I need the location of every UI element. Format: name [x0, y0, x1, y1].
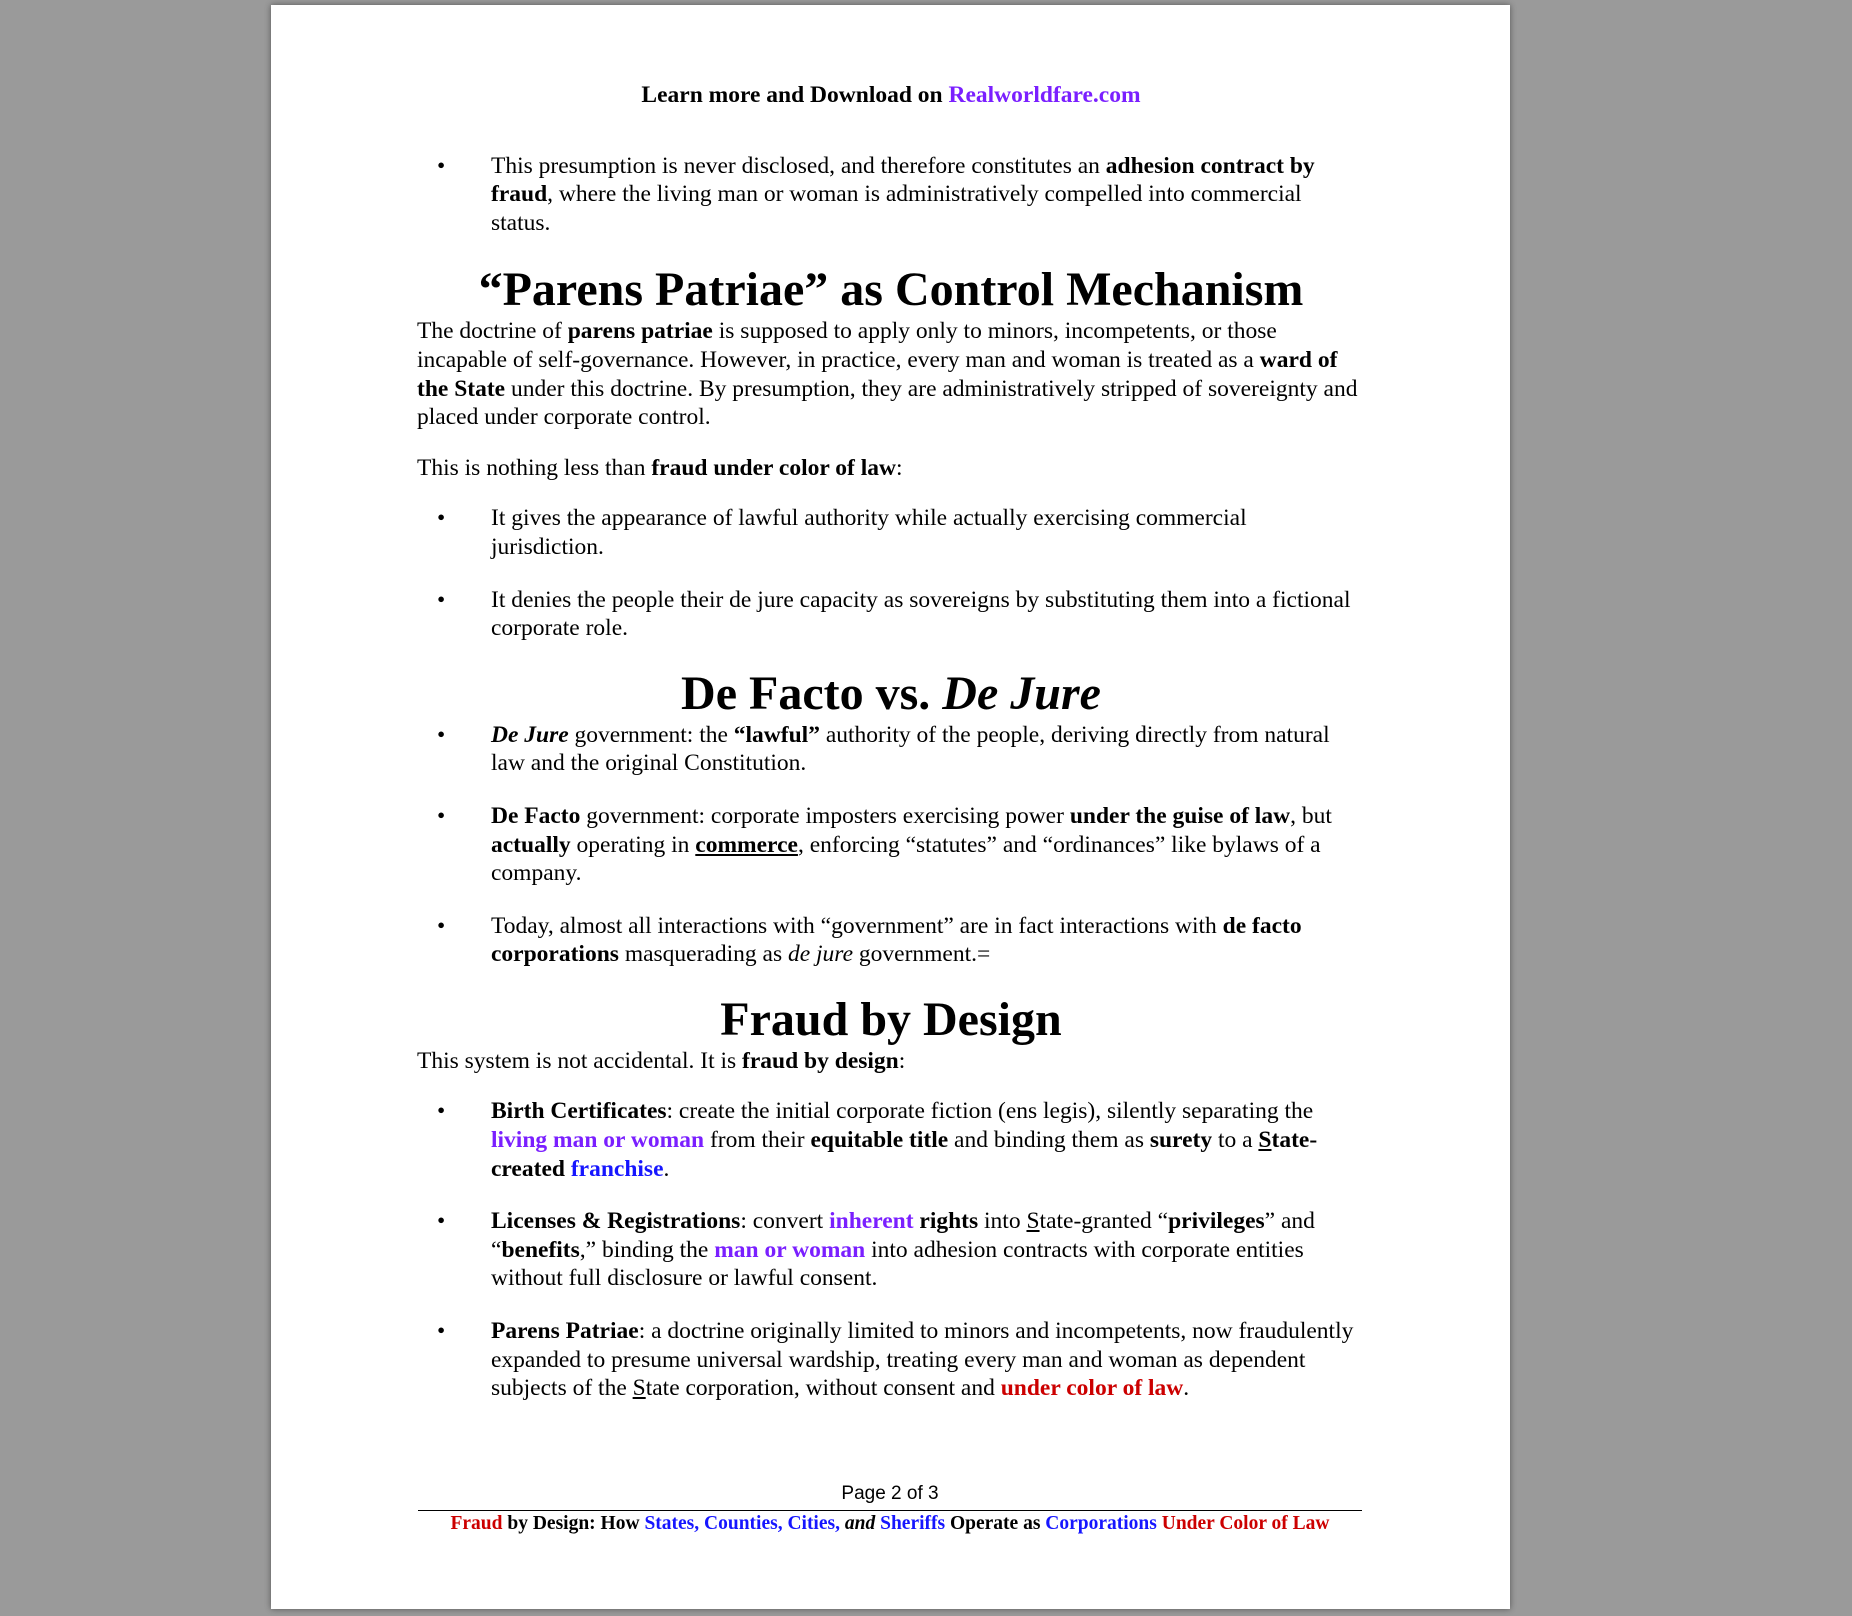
footer-word: and [839, 1513, 876, 1534]
text: This is nothing less than [417, 454, 652, 481]
bullet-icon: • [437, 1098, 446, 1125]
bold-text: tate-created [491, 1127, 1318, 1182]
section2-list [417, 721, 1365, 969]
bullet-icon: • [437, 1208, 446, 1235]
bold-text: ward of the State [417, 346, 1338, 402]
bold-text: benefits [501, 1236, 580, 1263]
bold-text: equitable title [810, 1127, 949, 1154]
text: It gives the appearance of lawful authority while actually exercising commercial jurisdiction. [491, 505, 1247, 560]
footer-word: by Design: How [502, 1513, 645, 1534]
text: into adhesion contracts with corporate entities without full disclosure or lawful consent. [491, 1236, 1304, 1292]
document-page [271, 5, 1510, 1609]
section3-list [417, 1097, 1365, 1402]
bullet-icon: • [437, 802, 446, 829]
header-prefix: Learn more and Download on [641, 82, 949, 108]
list-item [417, 912, 1365, 969]
bullet-icon: • [437, 505, 446, 532]
heading-text: De Facto vs. [681, 666, 943, 720]
highlight-text: under color of law [1000, 1375, 1184, 1402]
text: masquerading as [618, 941, 788, 968]
text: : convert [740, 1208, 830, 1235]
section1-list [417, 504, 1365, 642]
bold-text: fraud under color of law [651, 454, 896, 481]
underlined-bold-text: S [1258, 1127, 1272, 1154]
footer-word: Under Color of Law [1156, 1513, 1330, 1534]
page-header [417, 81, 1365, 110]
text: into [978, 1208, 1027, 1235]
text: under this doctrine. By presumption, they are administratively stripped of sovereignty and placed under corporate control. [417, 375, 1358, 431]
bold-text: rights [919, 1208, 979, 1235]
text: It denies the people their de jure capacity as sovereigns by substituting them into a fictional corporate role. [491, 586, 1351, 642]
list-item [417, 721, 1365, 778]
bold-text: Parens Patriae [491, 1318, 639, 1345]
bold-text: de facto corporations [491, 912, 1302, 968]
text: tate-granted “ [1039, 1208, 1169, 1235]
text: : [898, 1047, 906, 1074]
text: : a doctrine originally limited to minors and incompetents, now fraudulently expanded to presume universal wardship, treating every man and woman as dependent subjects of the [491, 1318, 1354, 1402]
highlight-text: man or woman [714, 1236, 866, 1263]
bold-text: fraud by design [742, 1047, 899, 1074]
list-item [417, 504, 1365, 561]
text: , where the living man or woman is administratively compelled into commercial status. [491, 181, 1302, 236]
footer-word: Fraud [450, 1513, 503, 1534]
footer-word: Corporations [1045, 1513, 1157, 1534]
bold-text: privileges [1168, 1208, 1265, 1235]
text: This system is not accidental. It is [417, 1047, 743, 1074]
highlight-text: inherent [829, 1208, 914, 1235]
text: ,” binding the [579, 1236, 715, 1263]
paragraph [417, 1047, 1365, 1076]
text: to a [1212, 1127, 1259, 1154]
text: This presumption is never disclosed, and therefore constitutes an [491, 152, 1106, 179]
intro-list [417, 152, 1365, 238]
text: , but [1290, 802, 1332, 829]
text: : create the initial corporate fiction (ens legis), silently separating the [666, 1098, 1314, 1125]
list-item [417, 586, 1365, 643]
underlined-text: S [1026, 1208, 1040, 1235]
bold-text: under the guise of law [1069, 802, 1291, 829]
highlight-text: living man or woman [491, 1127, 705, 1154]
section-heading-de-facto [417, 667, 1365, 721]
page-content [417, 81, 1365, 1427]
text: is supposed to apply only to minors, incompetents, or those incapable of self-governance. However, in practice, every man and woman is treated as a [417, 318, 1277, 373]
list-item [417, 802, 1365, 888]
list-item [417, 1207, 1365, 1293]
text: from their [704, 1127, 811, 1154]
text: Today, almost all interactions with “government” are in fact interactions with [491, 912, 1223, 939]
footer-word: States, Counties, Cities, [644, 1513, 840, 1534]
list-item [417, 152, 1365, 238]
bold-text: De Facto [491, 802, 581, 829]
footer-title [418, 1511, 1362, 1537]
text: ” and “ [491, 1208, 1315, 1263]
footer-word: Sheriffs [880, 1513, 946, 1534]
bold-text: surety [1149, 1127, 1213, 1154]
list-item [417, 1317, 1365, 1403]
text: government.= [853, 941, 991, 968]
section-heading-parens-patriae: “Parens Patriae” as Control Mechanism [478, 263, 1304, 317]
bold-text: Birth Certificates [491, 1098, 667, 1125]
text: tate corporation, without consent and [645, 1375, 1001, 1402]
bold-text: actually [491, 831, 571, 858]
heading-italic-text: De Jure [942, 666, 1101, 720]
bold-text: adhesion contract by fraud [491, 152, 1315, 208]
text: The doctrine of [417, 318, 568, 345]
italic-text: de jure [787, 941, 854, 968]
bullet-icon: • [437, 1318, 446, 1345]
page-footer [418, 1482, 1362, 1537]
section-heading-fraud-by-design: Fraud by Design [720, 992, 1062, 1046]
underlined-bold-text: commerce [695, 831, 798, 858]
footer-word: Operate as [945, 1513, 1046, 1534]
bullet-icon: • [437, 721, 446, 748]
text: authority of the people, deriving directly from natural law and the original Constitution. [491, 721, 1330, 777]
text: . [663, 1155, 670, 1182]
text: operating in [570, 831, 696, 858]
bullet-icon: • [437, 912, 446, 939]
text: government: corporate imposters exercising power [580, 802, 1070, 829]
text: government: the [568, 721, 734, 748]
bold-text: Licenses & Registrations [491, 1208, 741, 1235]
bold-text: “lawful” [733, 721, 820, 748]
text: , enforcing “statutes” and “ordinances” like bylaws of a company. [491, 831, 1321, 887]
text: . [1183, 1375, 1190, 1402]
highlight-text: franchise [570, 1155, 664, 1182]
underlined-text: S [632, 1375, 646, 1402]
header-link[interactable]: Realworldfare.com [948, 82, 1141, 108]
bullet-icon: • [437, 586, 446, 613]
list-item [417, 1097, 1365, 1183]
page-number: Page 2 of 3 [418, 1482, 1362, 1511]
bold-text: parens patriae [567, 318, 713, 345]
bold-italic-text: De Jure [491, 721, 569, 748]
text: and binding them as [948, 1127, 1150, 1154]
paragraph [417, 317, 1365, 431]
bullet-icon: • [437, 152, 446, 179]
paragraph [417, 454, 1365, 483]
text: : [895, 454, 903, 481]
